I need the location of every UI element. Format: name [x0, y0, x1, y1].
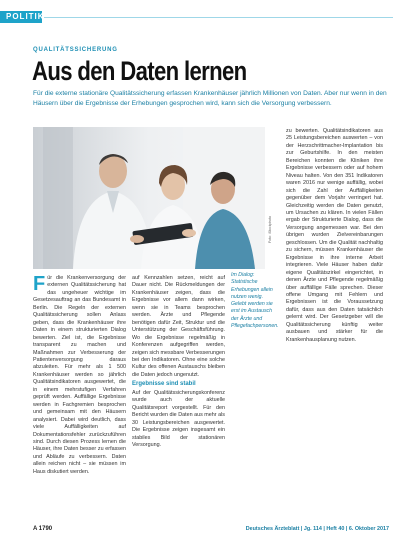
- ressort-rule: [44, 17, 393, 18]
- body-text: Auf der Qualitätssicherungskonferenz wurde auch der aktuelle Qualitätsreport vorgestellt. Für den Bericht wurden die Daten aus mehr als 30 Leistungsbereichen ausgewertet. Die Ergebnisse zeigen insgesamt ein stabiles Bild der stationären Versorgung.: [132, 389, 225, 448]
- body-text: ür die Krankenversorgung der externen Qualitätssicherung hat das ungeheuer wichtige im Gesetzesauftrag an das Bundesamt in Berlin. Die Regeln der externen Qualitätssicherung sollen Anlass geben, dass die Krankenhäuser ihre Daten in einem strukturierten Dialog bewerten. Ziel ist, die Ergebnisse transparent zu machen und Maßnahmen zur Verbesserung der Patientenversorgung daraus abzuleiten. Für mehr als 1 500 Krankenhäuser werden so jährlich Qualitätsindikatoren ausgewertet, die in einem mehrstufigen Verfahren geprüft werden. Auffällige Ergebnisse werden in Fachgremien besprochen und gemeinsam mit den Häusern analysiert. Dabei wird deutlich, dass viele Auffälligkeiten auf Dokumentationsfehler zurückzuführen sind. Durch diesen Prozess lernen die Häuser, ihre Daten besser zu erfassen und Abläufe zu verbessern. Daten allein reichen nicht – sie müssen im Haus diskutiert werden.: [33, 275, 126, 475]
- photo-doctors-illustration: [33, 127, 265, 269]
- photo-caption: Im Dialog: Statistische Erhebungen allein nutzen wenig. Gelebt werden sie erst im Austausch der Ärzte und Pflegefachpersonen.: [231, 272, 279, 330]
- ressort-label: POLITIK: [6, 12, 45, 21]
- kicker: QUALITÄTSSICHERUNG: [33, 47, 118, 53]
- body-column-2: [132, 275, 225, 449]
- teaser: Für die externe stationäre Qualitätssicherung erfassen Krankenhäuser jährlich Millionen von Daten. Aber nur wenn in den Häusern über die Ergebnisse der Erhebungen gesprochen wird, kann sich die Versorgung verbessern.: [33, 90, 387, 107]
- page-number: A 1790: [33, 526, 53, 532]
- dropcap: F: [33, 273, 46, 295]
- subheading: Ergebnisse sind stabil: [132, 381, 196, 388]
- body-column-1: [33, 275, 126, 476]
- page-footer: [0, 525, 407, 539]
- headline: Aus den Daten lernen: [32, 56, 247, 86]
- ressort-header: [0, 10, 407, 24]
- photo-credit: Foto: iStockphoto: [268, 215, 272, 243]
- body-text: zu bewerten. Qualitätsindikatoren aus 25 Leistungsbereichen auswerten – von der Herzschrittmacher-Implantation bis zur Geburtshilfe. In den meisten Bereichen konnten die Kliniken ihre Ergebnisse verbessern oder auf hohem Niveau halten. Von den 351 Indikatoren waren 2016 nur wenige auffällig, wobei sich die Zahl der Auffälligkeiten gegenüber dem Vorjahr verringert hat. Gleichzeitig werden die Daten genutzt, um Ursachen zu klären. In vielen Fällen ergab der Strukturierte Dialog, dass die Versorgung angemessen war. Bei den übrigen wurden Zielvereinbarungen geschlossen. Um die Qualität nachhaltig zu sichern, müssen Krankenhäuser die Ergebnisse in ihre interne Arbeit integrieren. Viele Häuser haben dafür eigene Qualitätszirkel eingerichtet, in denen Ärzte und Pflegende regelmäßig über auffällige Fälle sprechen. Dieser offene Umgang mit Fehlern und Ergebnissen ist die Voraussetzung dafür, dass aus den Daten tatsächlich gelernt wird. Der Gesetzgeber will die Qualitätssicherung künftig weiter ausbauen und stärker für die Krankenhausplanung nutzen.: [286, 128, 383, 343]
- article-photo: [33, 127, 265, 269]
- body-column-3: [286, 128, 383, 344]
- footer-source: Deutsches Ärzteblatt | Jg. 114 | Heft 40 | 6. Oktober 2017: [245, 526, 389, 532]
- body-text: auf Kennzahlen setzen, reicht auf Dauer nicht. Die Rückmeldungen der Krankenhäuser zeigen, dass die Ergebnisse vor allem dann wirken, wenn sie in Teams besprochen werden. Ärzte und Pflegende benötigen dafür Zeit, Struktur und die Unterstützung der Geschäftsführung. Wo die Ergebnisse regelmäßig in Konferenzen aufgegriffen werden, zeigen sich messbare Verbesserungen bei den Indikatoren. Ohne eine solche Kultur des offenen Austauschs bleiben die Daten jedoch ungenutzt.: [132, 275, 225, 378]
